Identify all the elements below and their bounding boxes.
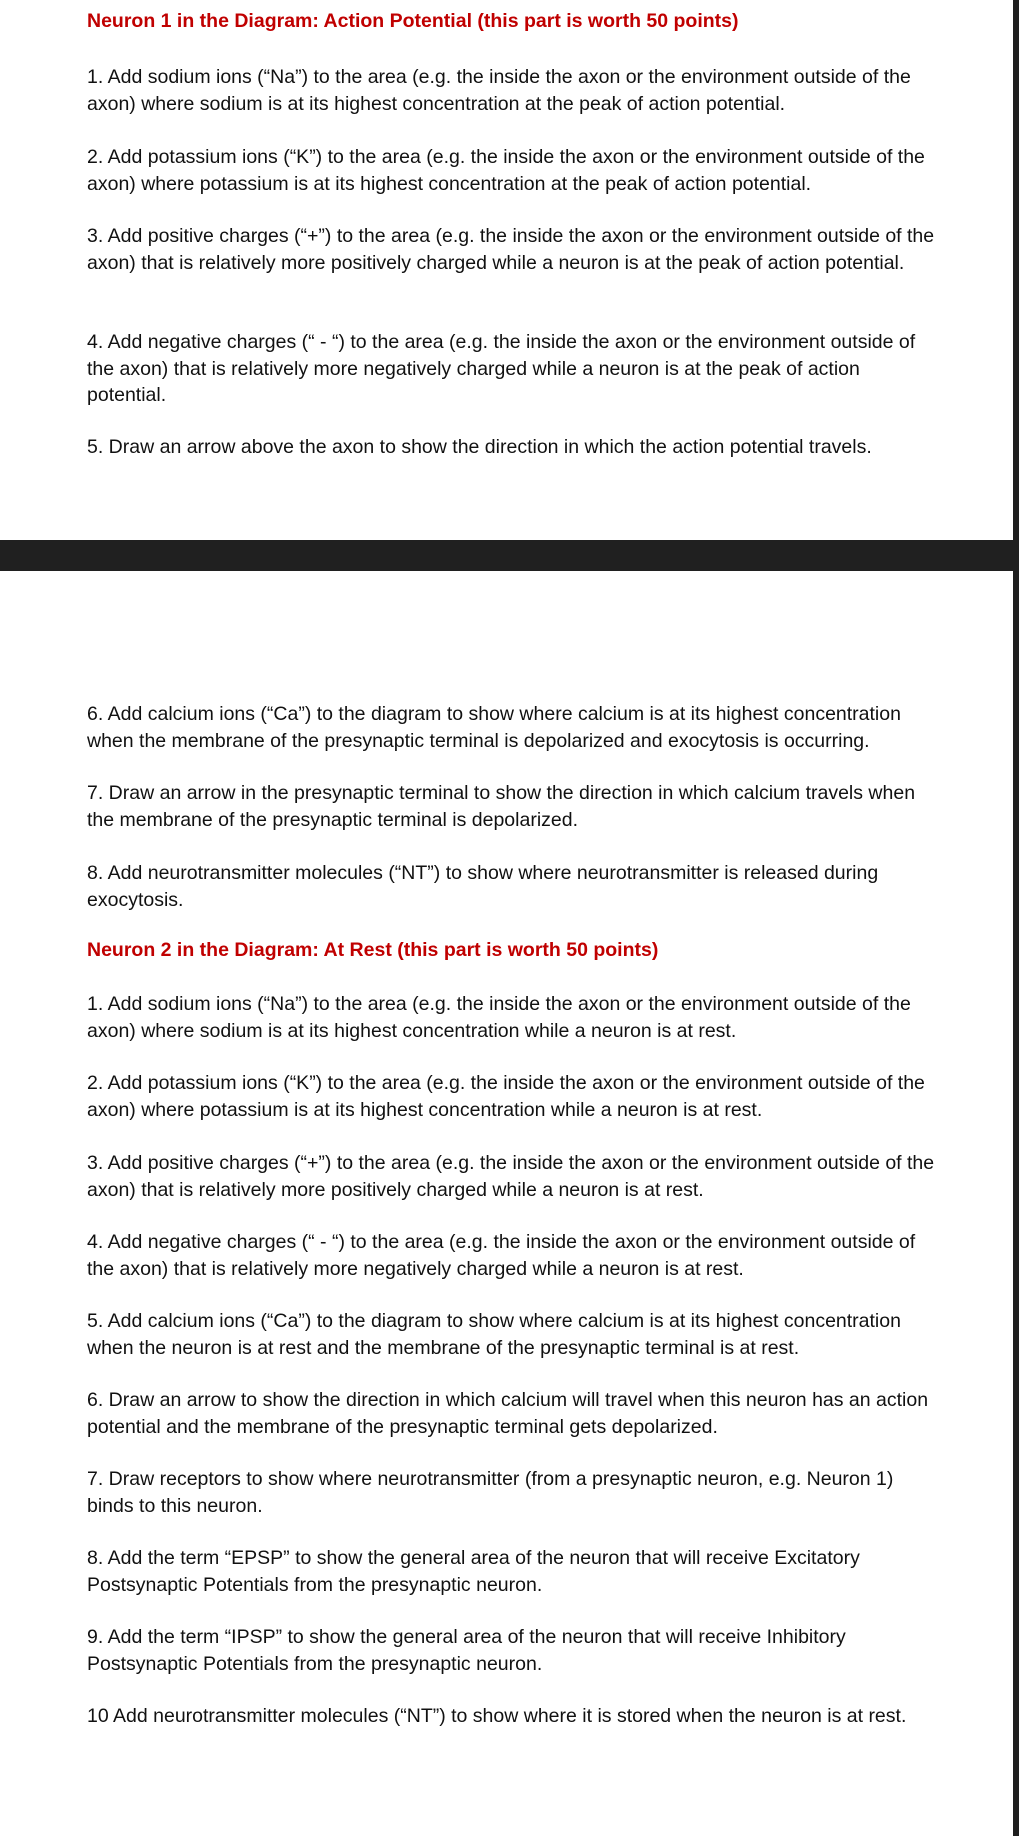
neuron-2-item-4: 4. Add negative charges (“ - “) to the area (e.g. the inside the axon or the environment outside of the axon) that is relatively more negatively charged while a neuron is at rest. xyxy=(87,1231,916,1280)
document-page-2 xyxy=(0,571,1019,1836)
page-divider xyxy=(0,540,1019,571)
neuron-2-item-6: 6. Draw an arrow to show the direction in which calcium will travel when this neuron has an action potential and the membrane of the presynaptic terminal gets depolarized. xyxy=(87,1389,929,1438)
neuron-1-item-7: 7. Draw an arrow in the presynaptic terminal to show the direction in which calcium travels when the membrane of the presynaptic terminal is depolarized. xyxy=(87,782,916,831)
neuron-1-item-4: 4. Add negative charges (“ - “) to the area (e.g. the inside the axon or the environment outside of the axon) that is relatively more negatively charged while a neuron is at the peak of action potential. xyxy=(87,331,916,406)
neuron-2-item-5: 5. Add calcium ions (“Ca”) to the diagram to show where calcium is at its highest concentration when the neuron is at rest and the membrane of the presynaptic terminal is at rest. xyxy=(87,1310,901,1359)
neuron-2-item-9: 9. Add the term “IPSP” to show the general area of the neuron that will receive Inhibitory Postsynaptic Potentials from the presynaptic neuron. xyxy=(87,1626,846,1675)
neuron-1-heading: Neuron 1 in the Diagram: Action Potential (this part is worth 50 points) xyxy=(87,10,739,32)
neuron-2-item-2: 2. Add potassium ions (“K”) to the area (e.g. the inside the axon or the environment outside of the axon) where potassium is at its highest concentration while a neuron is at rest. xyxy=(87,1072,925,1121)
neuron-2-item-8: 8. Add the term “EPSP” to show the general area of the neuron that will receive Excitatory Postsynaptic Potentials from the presynaptic neuron. xyxy=(87,1547,860,1596)
neuron-2-item-7: 7. Draw receptors to show where neurotransmitter (from a presynaptic neuron, e.g. Neuron 1) binds to this neuron. xyxy=(87,1468,894,1517)
neuron-2-item-10: 10 Add neurotransmitter molecules (“NT”) to show where it is stored when the neuron is at rest. xyxy=(87,1705,907,1727)
neuron-1-item-8: 8. Add neurotransmitter molecules (“NT”) to show where neurotransmitter is released during exocytosis. xyxy=(87,862,879,911)
neuron-1-item-3: 3. Add positive charges (“+”) to the area (e.g. the inside the axon or the environment outside of the axon) that is relatively more positively charged while a neuron is at the peak of action potential. xyxy=(87,225,935,274)
neuron-1-item-1: 1. Add sodium ions (“Na”) to the area (e.g. the inside the axon or the environment outside of the axon) where sodium is at its highest concentration at the peak of action potential. xyxy=(87,66,911,115)
neuron-2-item-1: 1. Add sodium ions (“Na”) to the area (e.g. the inside the axon or the environment outside of the axon) where sodium is at its highest concentration while a neuron is at rest. xyxy=(87,993,911,1042)
neuron-2-heading: Neuron 2 in the Diagram: At Rest (this part is worth 50 points) xyxy=(87,939,659,961)
neuron-1-item-5: 5. Draw an arrow above the axon to show the direction in which the action potential travels. xyxy=(87,436,872,458)
neuron-2-item-3: 3. Add positive charges (“+”) to the area (e.g. the inside the axon or the environment outside of the axon) that is relatively more positively charged while a neuron is at rest. xyxy=(87,1152,935,1201)
neuron-1-item-2: 2. Add potassium ions (“K”) to the area (e.g. the inside the axon or the environment outside of the axon) where potassium is at its highest concentration at the peak of action potential. xyxy=(87,146,925,195)
document-page-1 xyxy=(0,0,1019,540)
neuron-1-item-6: 6. Add calcium ions (“Ca”) to the diagram to show where calcium is at its highest concentration when the membrane of the presynaptic terminal is depolarized and exocytosis is occurring. xyxy=(87,703,901,752)
